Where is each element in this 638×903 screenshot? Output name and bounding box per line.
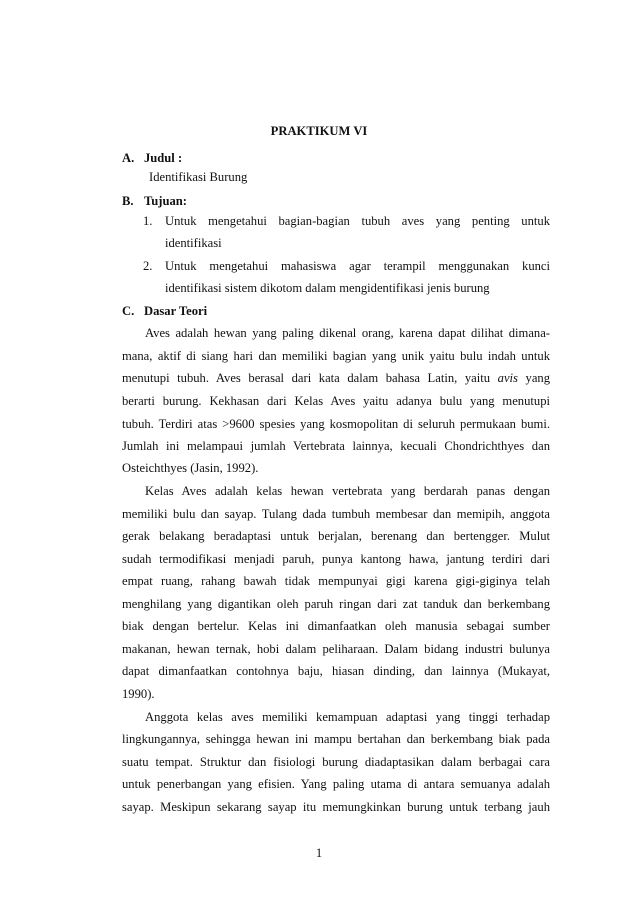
section-b-letter: B. <box>122 194 134 208</box>
paragraph-segment: menutupi tubuh. Aves berasal dari kata dalam bahasa Latin, yaitu <box>122 371 491 385</box>
paragraph-line: makanan, hewan ternak, hobi dalam peliharaan. Dalam bidang industri bulunya <box>122 642 550 656</box>
paragraph-line: 1990). <box>122 687 155 701</box>
paragraph-line: Jumlah ini melampaui jumlah Vertebrata lainnya, kecuali Chondrichthyes dan <box>122 439 550 453</box>
section-b-title: Tujuan: <box>144 194 187 208</box>
paragraph-line: gerak belakang beradaptasi untuk berjalan, berenang dan bertengger. Mulut <box>122 529 550 543</box>
tujuan-item-1-line1: Untuk mengetahui bagian-bagian tubuh aves yang penting untuk <box>165 214 550 228</box>
paragraph-line: untuk penerbangan yang efisien. Yang paling utama di antara semuanya adalah <box>122 777 550 791</box>
section-c-heading <box>122 304 207 319</box>
paragraph-line: biak dengan bertelur. Kelas ini dimanfaatkan oleh manusia sebagai sumber <box>122 619 550 633</box>
paragraph-segment: yang <box>525 371 551 385</box>
section-b-heading <box>122 194 187 209</box>
paragraph-line-with-italic <box>122 371 550 386</box>
section-c-letter: C. <box>122 304 135 318</box>
section-c-title: Dasar Teori <box>144 304 208 318</box>
paragraph-line: menghilang yang digantikan oleh paruh ringan dari zat tanduk dan berkembang <box>122 597 550 611</box>
italic-term: avis <box>497 371 518 385</box>
section-a-title: Judul : <box>144 151 183 165</box>
paragraph-line: berarti burung. Kekhasan dari Kelas Aves yaitu adanya bulu yang menutupi <box>122 394 550 408</box>
tujuan-item-2-line1: Untuk mengetahui mahasiswa agar terampil menggunakan kunci <box>165 259 550 273</box>
paragraph-line: mana, aktif di siang hari dan memiliki bagian yang unik yaitu bulu indah untuk <box>122 349 550 363</box>
paragraph-line: tubuh. Terdiri atas >9600 spesies yang kosmopolitan di seluruh permukaan bumi. <box>122 417 550 431</box>
tujuan-item-1-line2: identifikasi <box>165 236 222 250</box>
paragraph-line: sudah termodifikasi menjadi paruh, punya kantong hawa, jantung terdiri dari <box>122 552 550 566</box>
paragraph-line: suatu tempat. Struktur dan fisiologi burung diadaptasikan dalam berbagai cara <box>122 755 550 769</box>
document-title: PRAKTIKUM VI <box>270 124 368 138</box>
paragraph-line: lingkungannya, sehingga hewan ini mampu bertahan dan berkembang biak pada <box>122 732 550 746</box>
paragraph-line: empat ruang, rahang bawah tidak mempunyai gigi karena gigi-giginya telah <box>122 574 550 588</box>
tujuan-item-2-line2: identifikasi sistem dikotom dalam mengidentifikasi jenis burung <box>165 281 490 295</box>
paragraph-line: memiliki bulu dan sayap. Tulang dada tumbuh membesar dan memipih, anggota <box>122 507 550 521</box>
section-a-letter: A. <box>122 151 135 165</box>
paragraph-line: sayap. Meskipun sekarang sayap itu memungkinkan burung untuk terbang jauh <box>122 800 550 814</box>
tujuan-item-1-number: 1. <box>143 214 153 228</box>
paragraph-line: Anggota kelas aves memiliki kemampuan adaptasi yang tinggi terhadap <box>145 710 550 724</box>
paragraph-line: dapat dimanfaatkan contohnya baju, hiasan dinding, dan lainnya (Mukayat, <box>122 664 550 678</box>
tujuan-item-2-number: 2. <box>143 259 153 273</box>
paragraph-line: Kelas Aves adalah kelas hewan vertebrata yang berdarah panas dengan <box>145 484 550 498</box>
page-number: 1 <box>315 846 323 860</box>
paragraph-line: Aves adalah hewan yang paling dikenal orang, karena dapat dilihat dimana- <box>145 326 550 340</box>
section-a-heading <box>122 151 182 166</box>
paragraph-line: Osteichthyes (Jasin, 1992). <box>122 461 259 475</box>
judul-text: Identifikasi Burung <box>149 170 248 184</box>
